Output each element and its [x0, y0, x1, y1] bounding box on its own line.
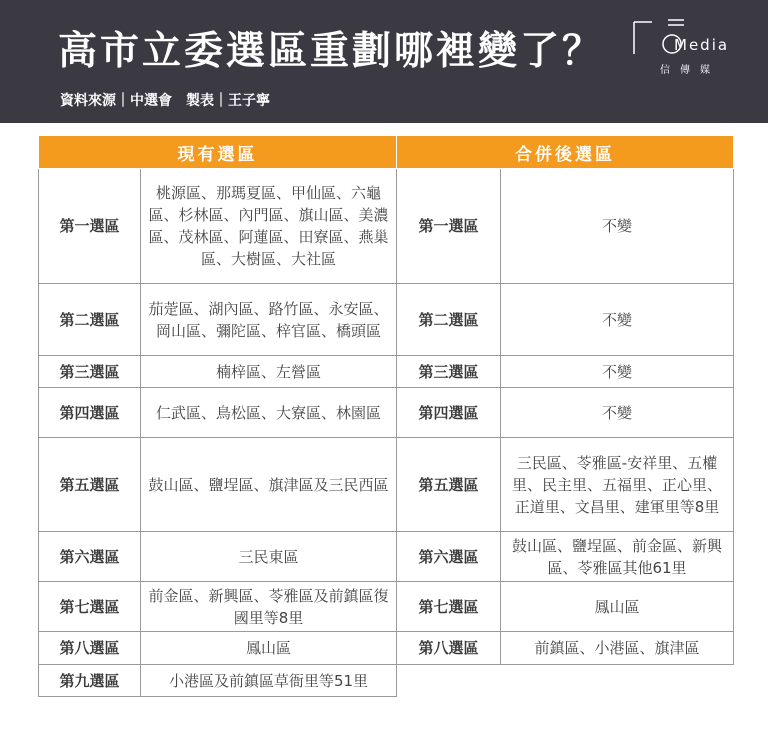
logo-chinese-text: 信傳媒: [660, 65, 720, 76]
header-current: 現有選區: [39, 136, 397, 169]
current-district-label: 第七選區: [39, 582, 141, 632]
current-district-areas: 楠梓區、左營區: [141, 356, 397, 388]
current-district-label: 第三選區: [39, 356, 141, 388]
merged-district-label: 第三選區: [397, 356, 501, 388]
table-row: [39, 632, 734, 665]
current-district-areas: 前金區、新興區、苓雅區及前鎮區復國里等8里: [141, 582, 397, 632]
merged-district-areas: 不變: [501, 388, 734, 438]
current-district-areas: 仁武區、鳥松區、大寮區、林園區: [141, 388, 397, 438]
current-district-label: 第二選區: [39, 284, 141, 356]
district-table: [38, 136, 734, 697]
merged-district-areas: 前鎮區、小港區、旗津區: [501, 632, 734, 665]
merged-district-label: 第二選區: [397, 284, 501, 356]
table-row: [39, 532, 734, 582]
table-row: [39, 388, 734, 438]
current-district-label: 第四選區: [39, 388, 141, 438]
current-district-label: 第九選區: [39, 665, 141, 697]
merged-district-label: 第五選區: [397, 438, 501, 532]
table-row: [39, 582, 734, 632]
merged-district-areas: 不變: [501, 169, 734, 284]
current-district-areas: 三民東區: [141, 532, 397, 582]
merged-district-areas: 鼓山區、鹽埕區、前金區、新興區、苓雅區其他61里: [501, 532, 734, 582]
current-district-label: 第八選區: [39, 632, 141, 665]
merged-district-label: 第八選區: [397, 632, 501, 665]
table-row: [39, 284, 734, 356]
table-row: [39, 169, 734, 284]
current-district-areas: 小港區及前鎮區草衙里等51里: [141, 665, 397, 697]
logo-brand-text: Media: [674, 36, 730, 54]
table-row: [39, 665, 734, 697]
merged-district-areas: 不變: [501, 356, 734, 388]
table-header-row: [39, 136, 734, 169]
merged-district-label: 第四選區: [397, 388, 501, 438]
merged-district-label: 第七選區: [397, 582, 501, 632]
current-district-areas: 鳳山區: [141, 632, 397, 665]
current-district-areas: 鼓山區、鹽埕區、旗津區及三民西區: [141, 438, 397, 532]
current-district-label: 第六選區: [39, 532, 141, 582]
current-district-areas: 茄萣區、湖內區、路竹區、永安區、岡山區、彌陀區、梓官區、橋頭區: [141, 284, 397, 356]
merged-district-label: 第六選區: [397, 532, 501, 582]
source-credit: 資料來源｜中選會 製表｜王子寧: [60, 93, 270, 109]
current-district-label: 第一選區: [39, 169, 141, 284]
table-row: [39, 438, 734, 532]
merged-district-label: 第一選區: [397, 169, 501, 284]
empty-cell: [397, 665, 734, 697]
merged-district-areas: 三民區、苓雅區-安祥里、五權里、民主里、五福里、正心里、正道里、文昌里、建軍里等8里: [501, 438, 734, 532]
merged-district-areas: 鳳山區: [501, 582, 734, 632]
current-district-label: 第五選區: [39, 438, 141, 532]
page-title: 高市立委選區重劃哪裡變了？: [58, 29, 605, 74]
current-district-areas: 桃源區、那瑪夏區、甲仙區、六龜區、杉林區、內門區、旗山區、美濃區、茂林區、阿蓮區、田寮區、燕巢區、大樹區、大社區: [141, 169, 397, 284]
merged-district-areas: 不變: [501, 284, 734, 356]
table-row: [39, 356, 734, 388]
header-merged: 合併後選區: [397, 136, 734, 169]
media-logo: [632, 14, 752, 84]
header-banner: [0, 0, 768, 123]
